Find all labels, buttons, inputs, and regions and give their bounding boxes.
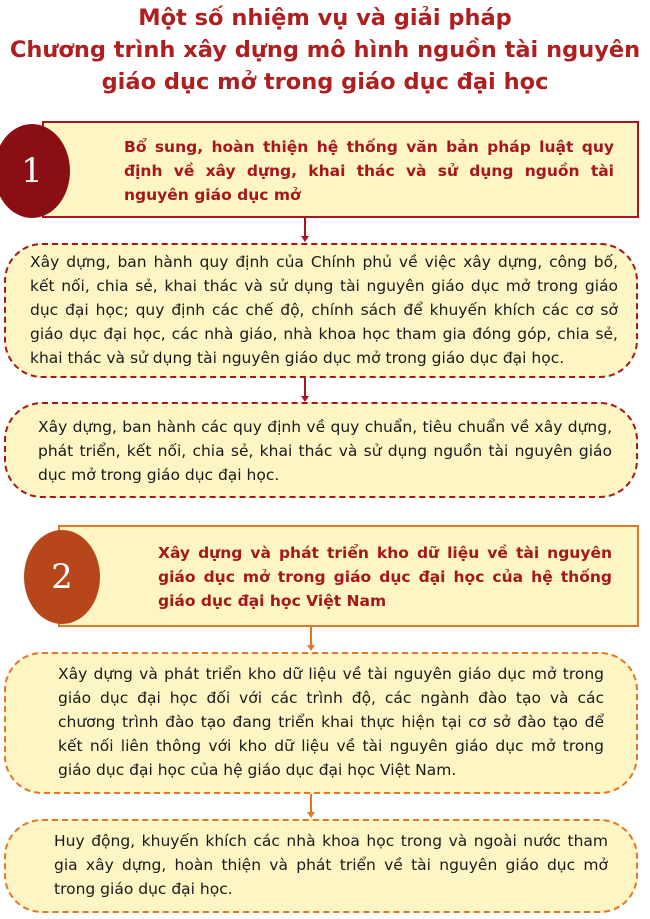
connector-line bbox=[310, 794, 312, 814]
section-2-number-badge: 2 bbox=[24, 530, 100, 624]
connector-line bbox=[304, 378, 306, 398]
connector-line bbox=[310, 627, 312, 646]
title-line-2: Chương trình xây dựng mô hình nguồn tài nguyên bbox=[9, 37, 641, 63]
diagram-title bbox=[0, 2, 650, 98]
connector-arrow bbox=[307, 812, 315, 818]
title-line-3: giáo dục mở trong giáo dục đại học bbox=[101, 69, 549, 95]
section-1-heading: Bổ sung, hoàn thiện hệ thống văn bản pháp luật quy định về xây dựng, khai thác và sử dụng nguồn tài nguyên giáo dục mở bbox=[124, 138, 614, 204]
section-1-item-1-text: Xây dựng, ban hành quy định của Chính phủ về việc xây dựng, công bố, kết nối, chia sẻ, khai thác và sử dụng tài nguyên giáo dục mở trong giáo dục đại học; quy định các chế độ, chính sách để khuyến khích các cơ sở giáo dục đại học, các nhà giáo, nhà khoa học tham gia đóng góp, chia sẻ, khai thác và sử dụng tài nguyên giáo dục mở trong giáo dục đại học. bbox=[30, 253, 618, 367]
section-2-item-1-text: Xây dựng và phát triển kho dữ liệu về tài nguyên giáo dục mở trong giáo dục đại học đối với các trình độ, các ngành đào tạo và các chương trình đào tạo đang triển khai thực hiện tại cơ sở đào tạo để kết nối liên thông với kho dữ liệu về tài nguyên giáo dục mở trong giáo dục đại học của hệ giáo dục đại học Việt Nam. bbox=[58, 665, 604, 779]
connector-line bbox=[304, 218, 306, 238]
section-2-heading: Xây dựng và phát triển kho dữ liệu về tài nguyên giáo dục mở trong giáo dục đại học của hệ thống giáo dục đại học Việt Nam bbox=[158, 544, 612, 610]
connector-arrow bbox=[301, 236, 309, 242]
section-1-item-2-text: Xây dựng, ban hành các quy định về quy chuẩn, tiêu chuẩn về xây dựng, phát triển, kết nối, chia sẻ, khai thác và sử dụng nguồn tài nguyên giáo dục mở trong giáo dục đại học. bbox=[38, 418, 612, 484]
connector-arrow bbox=[307, 645, 315, 651]
section-2-item-2-text: Huy động, khuyến khích các nhà khoa học trong và ngoài nước tham gia xây dựng, hoàn thiện và phát triển về tài nguyên giáo dục mở trong giáo dục đại học. bbox=[54, 832, 608, 898]
section-1-number-badge: 1 bbox=[0, 124, 70, 218]
title-line-1: Một số nhiệm vụ và giải pháp bbox=[138, 5, 512, 31]
